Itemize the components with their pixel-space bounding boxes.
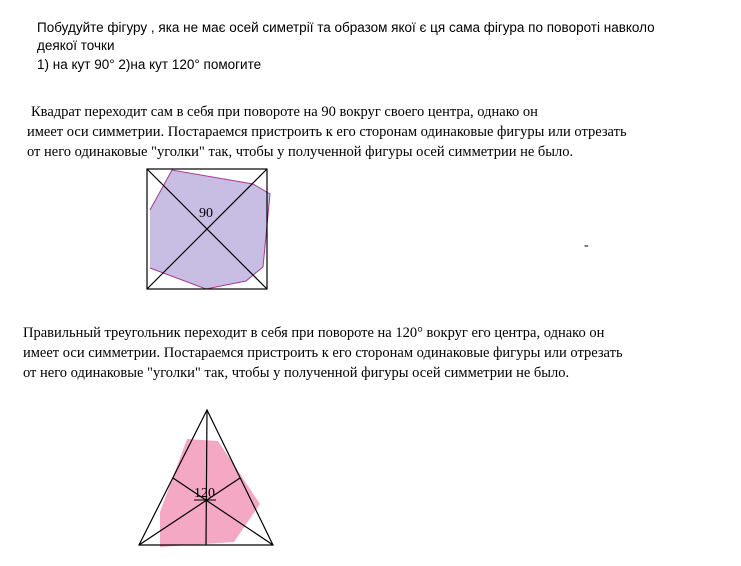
question-line-3: 1) на кут 90° 2)на кут 120° помогите: [37, 57, 262, 72]
square-text-line-2: имеет оси симметрии. Постараемся пристроить к его сторонам одинаковые фигуры или отрезать: [27, 124, 627, 140]
triangle-rotation-label: 120: [194, 486, 215, 501]
triangle-text-line-3: от него одинаковые "уголки" так, чтобы у полученной фигуры осей симметрии не было.: [23, 365, 570, 381]
question-line-2: деякої точки: [37, 38, 115, 53]
square-rotation-label: 90: [199, 206, 213, 221]
triangle-text-line-2: имеет оси симметрии. Постараемся пристроить к его сторонам одинаковые фигуры или отрезать: [23, 345, 623, 361]
square-text-line-1: Квадрат переходит сам в себя при повороте на 90 вокруг своего центра, однако он: [31, 104, 538, 120]
triangle-text-line-1: Правильный треугольник переходит в себя при повороте на 120° вокруг его центра, однако он: [23, 325, 605, 341]
square-text-line-3: от него одинаковые "уголки" так, чтобы у полученной фигуры осей симметрии не было.: [27, 144, 574, 160]
question-line-1: Побудуйте фігуру , яка не має осей симетрії та образом якої є ця сама фігура по повороті навколо: [37, 20, 655, 35]
stray-mark: -: [584, 238, 589, 253]
